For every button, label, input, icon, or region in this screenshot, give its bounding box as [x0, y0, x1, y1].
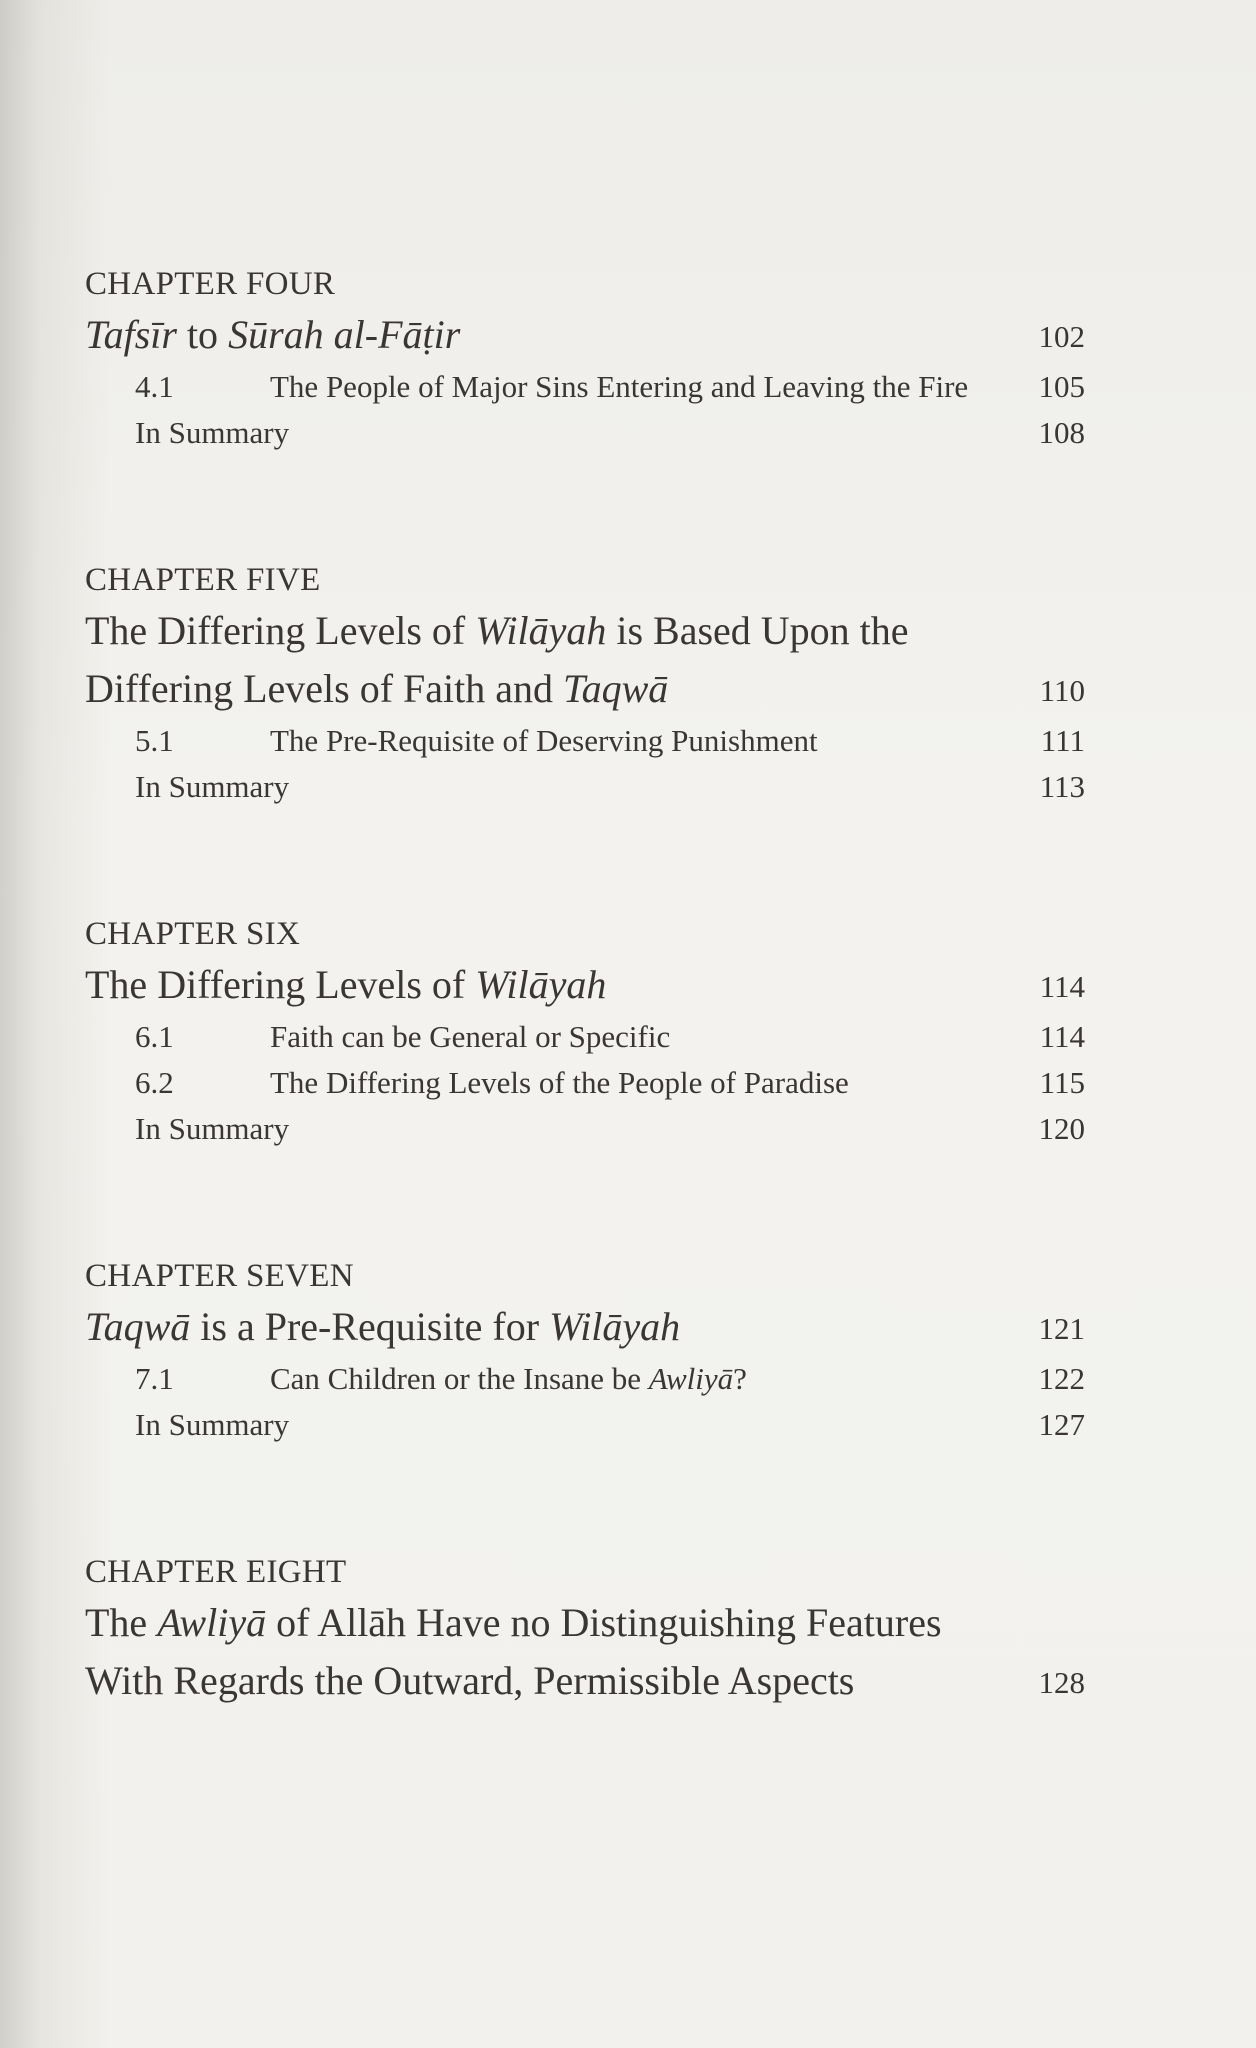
section-page-number: 122 [1038, 1361, 1085, 1396]
summary-label: In Summary [135, 415, 290, 450]
title-part: is Based Upon the Differing Levels of Faith and [85, 608, 909, 711]
chapter-entry [85, 912, 1085, 1152]
title-part: Wilāyah [549, 1304, 681, 1349]
chapter-title [85, 306, 965, 364]
chapter-label: CHAPTER FOUR [85, 266, 336, 302]
chapter-page-number: 114 [1039, 969, 1085, 1004]
section-entry [85, 1356, 1085, 1402]
chapter-title [85, 602, 965, 718]
chapter-title [85, 956, 965, 1014]
chapter-label: CHAPTER FIVE [85, 562, 321, 598]
section-page-number: 114 [1039, 1019, 1085, 1054]
summary-entry [85, 1106, 1085, 1152]
title-part: to [176, 312, 229, 357]
title-part: Can Children or the Insane be [270, 1361, 649, 1396]
section-title [270, 1356, 1025, 1402]
section-number: 4.1 [135, 369, 174, 404]
section-title [270, 364, 1025, 410]
summary-label: In Summary [135, 769, 290, 804]
title-part: ? [733, 1361, 747, 1396]
section-entry [85, 1060, 1085, 1106]
chapter-title [85, 1594, 965, 1710]
section-entry [85, 364, 1085, 410]
section-number: 6.2 [135, 1065, 174, 1100]
summary-page-number: 127 [1038, 1407, 1085, 1442]
title-part: is a Pre-Requisite for [190, 1304, 550, 1349]
title-part: Wilāyah [475, 608, 607, 653]
chapter-entry [85, 1550, 1085, 1710]
chapter-label: CHAPTER EIGHT [85, 1554, 347, 1590]
chapter-title-row [85, 1298, 1085, 1356]
chapter-title-row [85, 602, 1085, 718]
title-part: Tafsīr [85, 312, 177, 357]
summary-label: In Summary [135, 1407, 290, 1442]
summary-entry [85, 1402, 1085, 1448]
title-part: Awliyā [648, 1361, 734, 1396]
title-part: Sūrah al-Fāṭir [228, 312, 461, 357]
section-title [270, 1014, 1025, 1060]
section-title [270, 1060, 1025, 1106]
title-part: The Differing Levels of [85, 608, 476, 653]
section-number: 6.1 [135, 1019, 174, 1054]
section-number: 5.1 [135, 723, 174, 758]
summary-page-number: 108 [1038, 415, 1085, 450]
summary-label: In Summary [135, 1111, 290, 1146]
title-part: The Differing Levels of [85, 962, 476, 1007]
title-part: The People of Major Sins Entering and Leaving the Fire [270, 369, 969, 404]
section-entry [85, 718, 1085, 764]
title-part: of Allāh Have no Distinguishing Features With Regards the Outward, Permissible Aspects [85, 1600, 942, 1703]
title-part: Taqwā [563, 666, 669, 711]
title-part: Awliyā [157, 1600, 267, 1645]
chapter-title-row [85, 1594, 1085, 1710]
summary-page-number: 113 [1039, 769, 1085, 804]
summary-entry [85, 764, 1085, 810]
summary-entry [85, 410, 1085, 456]
chapter-page-number: 102 [1038, 319, 1085, 354]
chapter-title-row [85, 956, 1085, 1014]
chapter-page-number: 121 [1038, 1311, 1085, 1346]
chapter-title [85, 1298, 965, 1356]
chapter-label: CHAPTER SEVEN [85, 1258, 354, 1294]
chapter-page-number: 128 [1038, 1665, 1085, 1700]
section-page-number: 105 [1038, 369, 1085, 404]
chapter-title-row [85, 306, 1085, 364]
chapter-label: CHAPTER SIX [85, 916, 301, 952]
section-page-number: 111 [1040, 723, 1085, 758]
title-part: Taqwā [85, 1304, 191, 1349]
section-title [270, 718, 1025, 764]
chapter-entry [85, 262, 1085, 456]
title-part: Faith can be General or Specific [270, 1019, 671, 1054]
section-entry [85, 1014, 1085, 1060]
title-part: The Pre-Requisite of Deserving Punishment [270, 723, 818, 758]
title-part: The [85, 1600, 158, 1645]
chapter-entry [85, 558, 1085, 810]
section-number: 7.1 [135, 1361, 174, 1396]
summary-page-number: 120 [1038, 1111, 1085, 1146]
chapter-entry [85, 1254, 1085, 1448]
title-part: Wilāyah [475, 962, 607, 1007]
table-of-contents [85, 262, 1085, 1812]
section-page-number: 115 [1039, 1065, 1085, 1100]
title-part: The Differing Levels of the People of Paradise [270, 1065, 849, 1100]
chapter-page-number: 110 [1039, 673, 1085, 708]
